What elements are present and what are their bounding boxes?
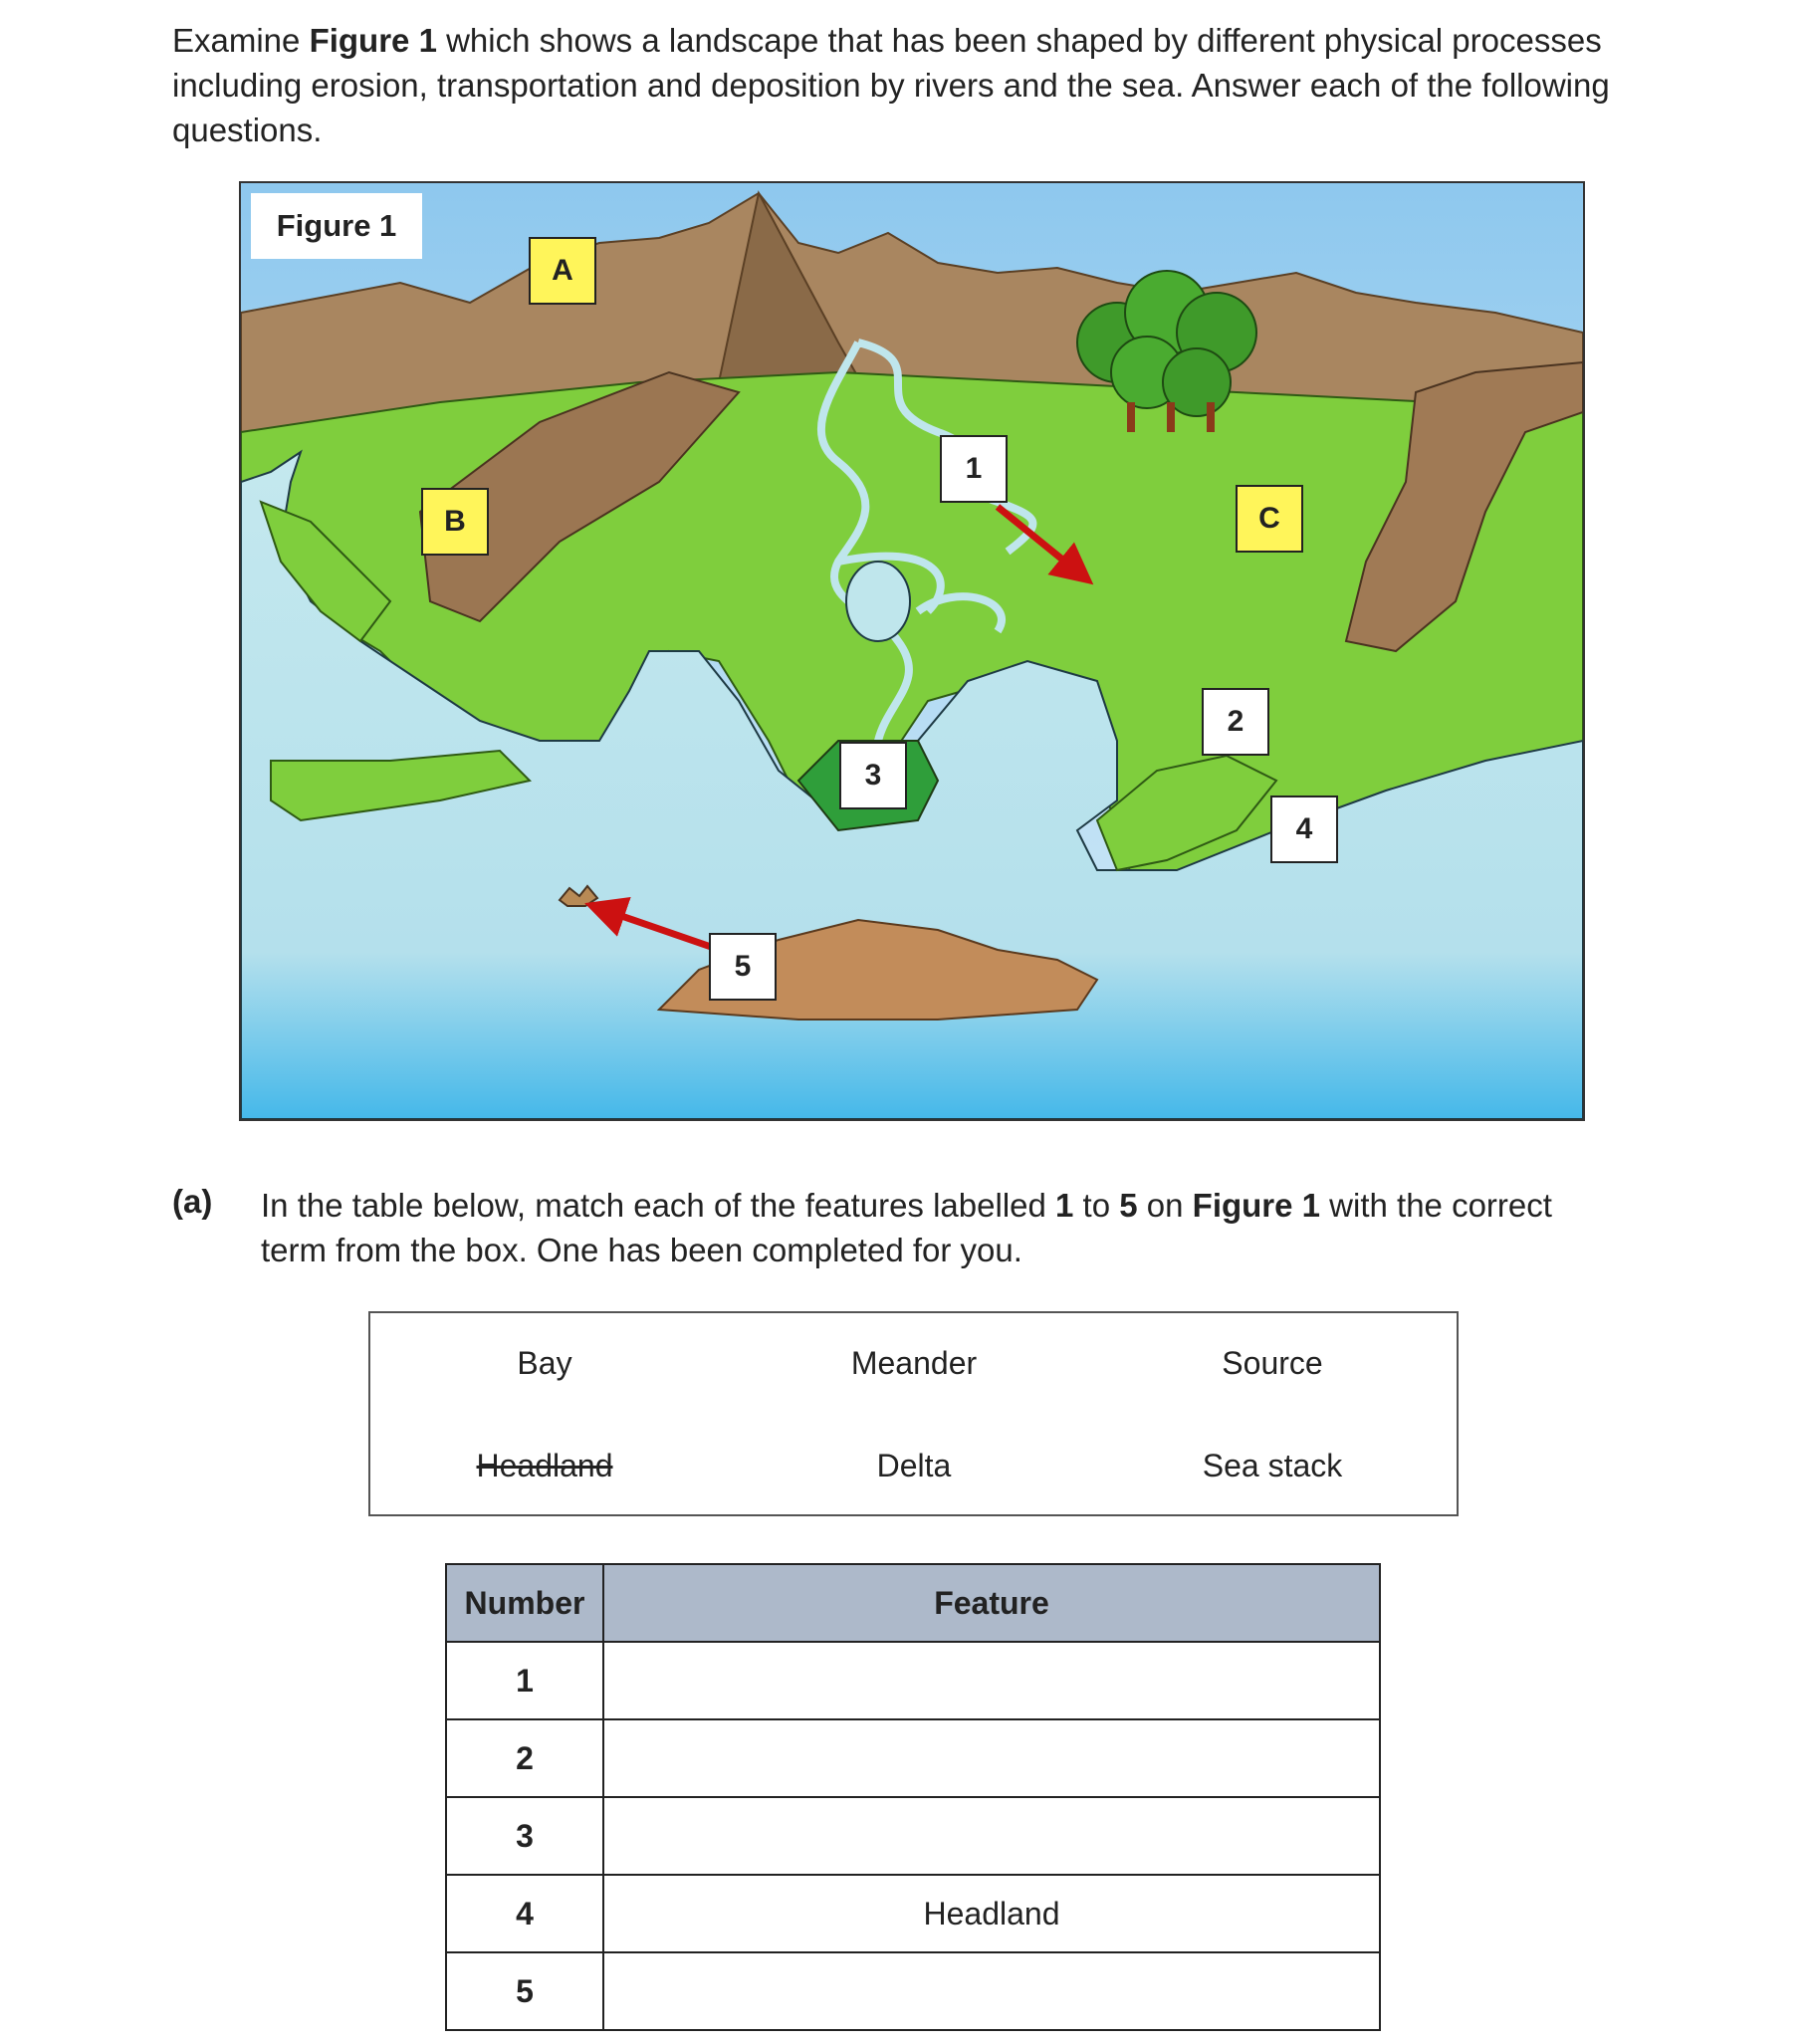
label-2: 2 xyxy=(1202,688,1269,756)
term-sea-stack: Sea stack xyxy=(1202,1448,1343,1483)
feature-answer-cell[interactable] xyxy=(603,1797,1380,1875)
feature-answer-cell[interactable] xyxy=(603,1719,1380,1797)
question-text-3: on xyxy=(1137,1187,1193,1224)
question-label: (a) xyxy=(172,1183,213,1220)
question-text-1: In the table below, match each of the features labelled xyxy=(261,1187,1056,1224)
header-number: Number xyxy=(446,1564,603,1642)
lake xyxy=(846,562,910,641)
feature-answer-cell[interactable] xyxy=(603,1642,1380,1719)
question-text-2: to xyxy=(1073,1187,1120,1224)
answer-table-header xyxy=(446,1564,1380,1642)
question-text xyxy=(261,1183,1615,1272)
table-row xyxy=(446,1719,1380,1797)
row-number: 1 xyxy=(446,1642,603,1719)
intro-figure-ref: Figure 1 xyxy=(309,22,437,59)
question-number-1: 1 xyxy=(1055,1187,1074,1224)
landscape-illustration xyxy=(241,183,1583,1119)
intro-text-2: which shows a landscape that has been shaped by different physical processes including erosion, transportation and deposition by rivers and the sea. Answer each of the following questions. xyxy=(172,22,1610,148)
figure-title: Figure 1 xyxy=(251,193,422,259)
table-row xyxy=(446,1642,1380,1719)
label-5: 5 xyxy=(709,933,777,1001)
label-3: 3 xyxy=(839,742,907,809)
term-delta: Delta xyxy=(876,1448,952,1483)
header-feature: Feature xyxy=(603,1564,1380,1642)
term-bay: Bay xyxy=(517,1345,572,1381)
table-row xyxy=(446,1797,1380,1875)
feature-answer-cell: Headland xyxy=(603,1875,1380,1952)
row-number: 3 xyxy=(446,1797,603,1875)
term-box xyxy=(368,1311,1459,1516)
answer-table xyxy=(445,1563,1381,2031)
row-number: 4 xyxy=(446,1875,603,1952)
row-number: 5 xyxy=(446,1952,603,2030)
question-text-4: with the correct term from the box. One has been completed for you. xyxy=(261,1187,1552,1268)
label-b: B xyxy=(421,488,489,556)
label-1: 1 xyxy=(940,435,1008,503)
row-number: 2 xyxy=(446,1719,603,1797)
term-source: Source xyxy=(1222,1345,1323,1381)
term-meander: Meander xyxy=(850,1345,978,1381)
term-headland-struck: Headland xyxy=(476,1448,613,1483)
label-a: A xyxy=(529,237,596,305)
table-row xyxy=(446,1875,1380,1952)
question-number-5: 5 xyxy=(1119,1187,1138,1224)
question-figure-ref: Figure 1 xyxy=(1192,1187,1321,1224)
intro-paragraph xyxy=(172,18,1646,152)
table-row xyxy=(446,1952,1380,2030)
feature-answer-cell[interactable] xyxy=(603,1952,1380,2030)
figure-1-landscape xyxy=(239,181,1585,1121)
intro-text-1: Examine xyxy=(172,22,310,59)
label-c: C xyxy=(1236,485,1303,553)
label-4: 4 xyxy=(1270,795,1338,863)
